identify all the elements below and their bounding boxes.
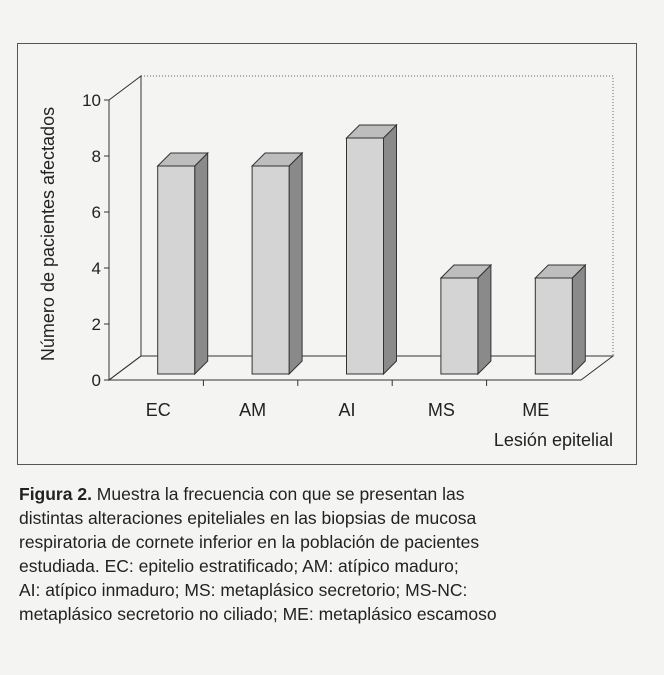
bar-side — [195, 153, 208, 374]
y-tick-label: 0 — [91, 371, 101, 390]
y-axis-label: Número de pacientes afectados — [38, 106, 58, 362]
figure-caption — [19, 482, 639, 626]
caption-line-2: distintas alteraciones epiteliales en las biopsias de mucosa — [19, 508, 477, 528]
bar-chart — [18, 44, 638, 466]
bar-side — [478, 265, 491, 374]
bar-side — [289, 153, 302, 374]
y-tick-label: 4 — [91, 259, 101, 278]
caption-line-4: estudiada. EC: epitelio estratificado; AM: atípico maduro; — [19, 556, 459, 576]
bar — [535, 278, 572, 374]
y-tick-label: 10 — [82, 91, 101, 110]
caption-line-6: metaplásico secretorio no ciliado; ME: metaplásico escamoso — [19, 604, 497, 624]
caption-line-5: AI: atípico inmaduro; MS: metaplásico secretorio; MS-NC: — [19, 580, 468, 600]
bar-side — [384, 125, 397, 374]
y-tick-label: 2 — [91, 315, 101, 334]
chart-frame — [17, 43, 637, 465]
bar — [347, 138, 384, 374]
bar-side — [572, 265, 585, 374]
bar — [158, 166, 195, 374]
x-tick-label: MS — [427, 400, 455, 420]
x-tick-label: ME — [522, 400, 550, 420]
y-tick-label: 6 — [91, 203, 101, 222]
caption-line-3: respiratoria de cornete inferior en la población de pacientes — [19, 532, 480, 552]
caption-line-1: Muestra la frecuencia con que se presentan las — [91, 484, 465, 504]
x-tick-label: EC — [145, 400, 171, 420]
bar — [252, 166, 289, 374]
x-tick-label: AM — [239, 400, 267, 420]
caption-label: Figura 2. — [19, 484, 92, 504]
bar — [441, 278, 478, 374]
y-tick-label: 8 — [91, 147, 101, 166]
x-tick-label: AI — [338, 400, 356, 420]
x-axis-label: Lesión epitelial — [493, 430, 613, 450]
left-wall — [109, 76, 141, 380]
